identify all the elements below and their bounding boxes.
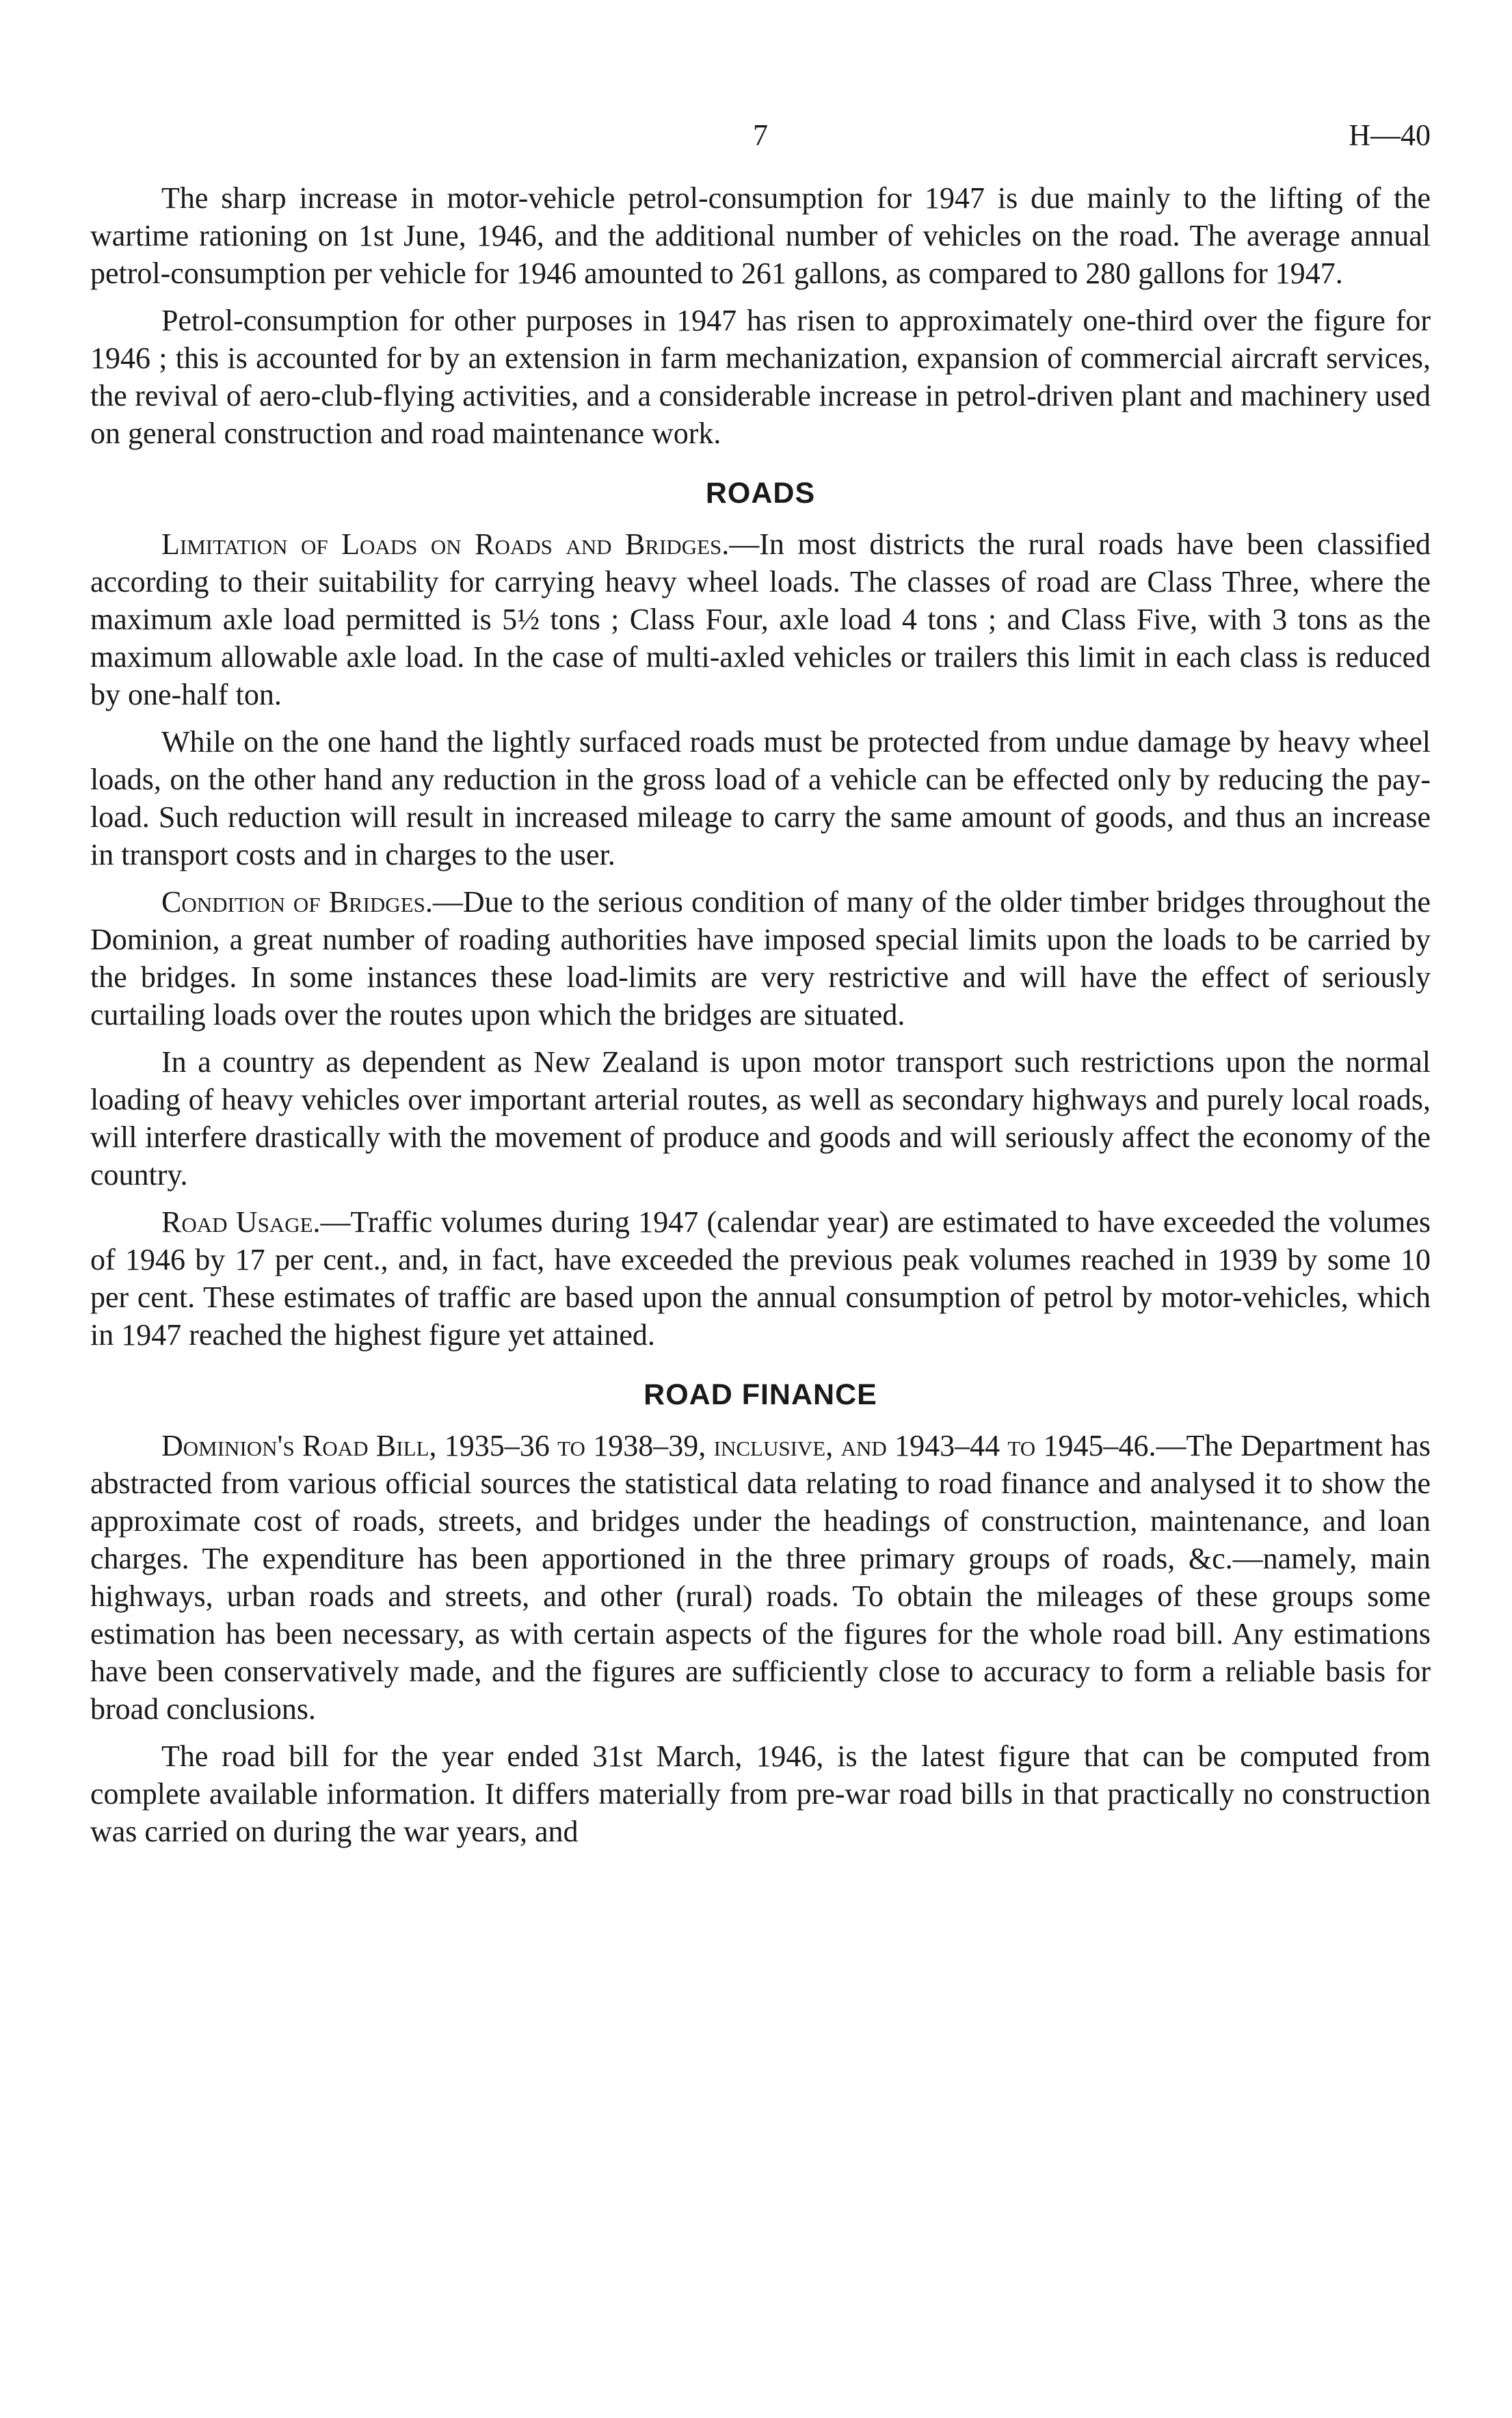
intro-paragraph-2: Petrol-consumption for other purposes in 1947 has risen to approximately one-third over the figure for 1946 ; this is accounted for by an extension in farm mechanization, expansion of commercial aircraft services, the revival of aero-club-flying activities, and a considerable increase in petrol-driven plant and machinery used on general construction and road maintenance work.: [90, 304, 1431, 450]
road-finance-heading: ROAD FINANCE: [644, 1378, 877, 1411]
limitation-text: —In most districts the rural roads have been classified according to their suitability for carrying heavy wheel loads. The classes of road are Class Three, where the maximum axle load permitted is 5½ tons ; Class Four, axle load 4 tons ; and Class Five, with 3 tons as the maximum allowable axle load. In the case of multi-axled vehicles or trailers this limit in each class is reduced by one-half ton.: [90, 527, 1431, 711]
roads-heading: ROADS: [705, 477, 816, 510]
road-bill-paragraph-2: The road bill for the year ended 31st March, 1946, is the latest figure that can be computed from complete available information. It differs materially from pre-war road bills in that practically no construction was carried on during the war years, and: [90, 1739, 1431, 1848]
limitation-title: Limitation of Loads on Roads and Bridges.: [161, 527, 730, 561]
usage-paragraph: [90, 1203, 1431, 1354]
usage-text: —Traffic volumes during 1947 (calendar year) are estimated to have exceeded the volumes of 1946 by 17 per cent., and, in fact, have exceeded the previous peak volumes reached in 1939 by some 10 per cent. These estimates of traffic are based upon the annual consumption of petrol by motor-vehicles, which in 1947 reached the highest figure yet attained.: [90, 1205, 1431, 1352]
usage-title: Road Usage.: [161, 1205, 321, 1239]
series-number: H—40: [1349, 118, 1431, 152]
road-bill-text: —The Department has abstracted from various official sources the statistical data relating to road finance and analysed it to show the approximate cost of roads, streets, and bridges under the headings of construction, maintenance, and loan charges. The expenditure has been apportioned in the three primary groups of roads, &c.—namely, main highways, urban roads and streets, and other (rural) roads. To obtain the mileages of these groups some estimation has been necessary, as with certain aspects of the figures for the whole road bill. Any estimations have been conservatively made, and the figures are sufficiently close to accuracy to form a reliable basis for broad conclusions.: [90, 1429, 1431, 1726]
road-bill-paragraph: [90, 1427, 1431, 1728]
page-number: 7: [753, 118, 768, 152]
limitation-paragraph: [90, 525, 1431, 713]
bridges-text: —Due to the serious condition of many of the older timber bridges throughout the Dominion, a great number of roading authorities have imposed special limits upon the loads to be carried by the bridges. In some instances these load-limits are very restrictive and will have the effect of seriously curtailing loads over the routes upon which the bridges are situated.: [90, 885, 1431, 1031]
document-page: [90, 118, 1431, 1860]
bridges-paragraph: [90, 883, 1431, 1034]
bridges-paragraph-2: In a country as dependent as New Zealand is upon motor transport such restrictions upon the normal loading of heavy vehicles over important arterial routes, as well as secondary highways and purely local roads, will interfere drastically with the movement of produce and goods and will seriously affect the economy of the country.: [90, 1045, 1431, 1192]
page-header: [90, 118, 1431, 179]
limitation-paragraph-2: While on the one hand the lightly surfaced roads must be protected from undue damage by heavy wheel loads, on the other hand any reduction in the gross load of a vehicle can be effected only by reducing the pay-load. Such reduction will result in increased mileage to carry the same amount of goods, and thus an increase in transport costs and in charges to the user.: [90, 725, 1431, 871]
bridges-title: Condition of Bridges.: [161, 885, 433, 919]
intro-paragraph-1: The sharp increase in motor-vehicle petrol-consumption for 1947 is due mainly to the lifting of the wartime rationing on 1st June, 1946, and the additional number of vehicles on the road. The average annual petrol-consumption per vehicle for 1946 amounted to 261 gallons, as compared to 280 gallons for 1947.: [90, 181, 1431, 290]
road-bill-title: Dominion's Road Bill, 1935–36 to 1938–39, inclusive, and 1943–44 to 1945–46.: [161, 1429, 1156, 1462]
